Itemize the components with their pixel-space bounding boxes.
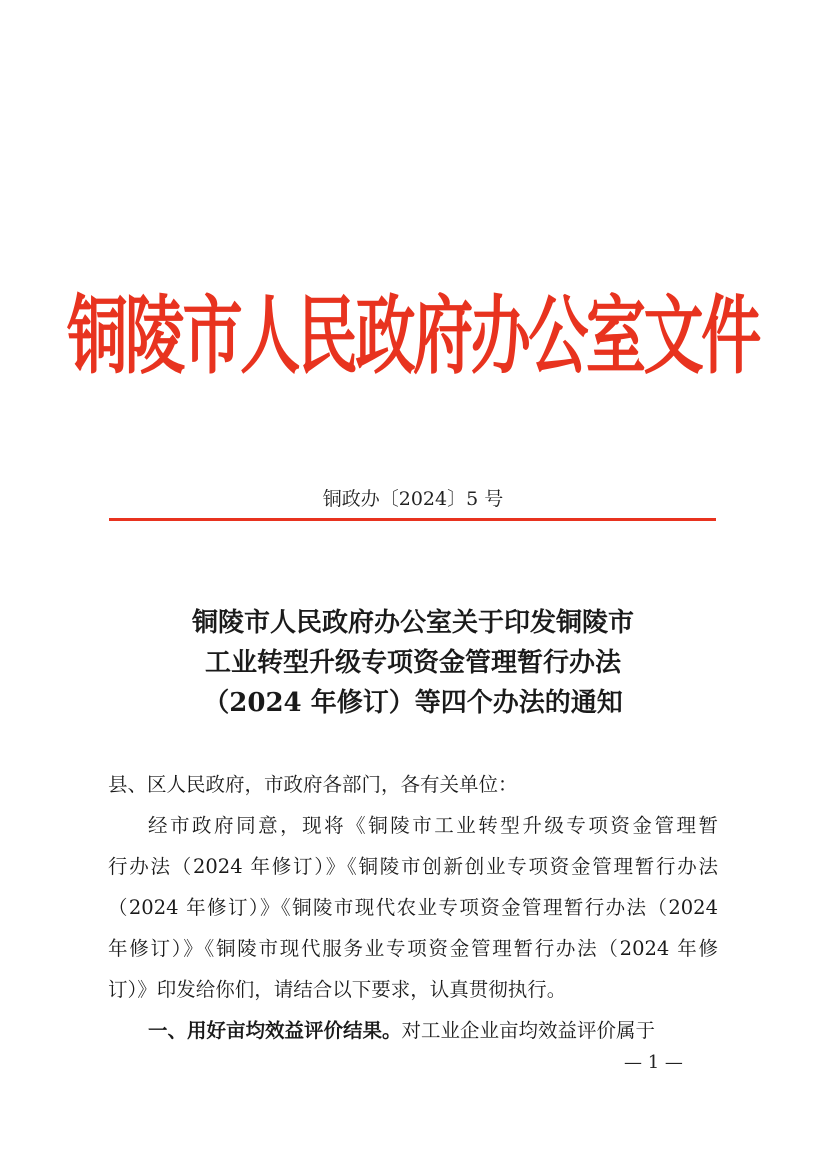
notice-body bbox=[108, 764, 718, 1051]
paragraph-line-2: 行办法（2024 年修订）》《铜陵市创新创业专项资金管理暂行办法 bbox=[108, 855, 718, 878]
title-line-2: 工业转型升级专项资金管理暂行办法 bbox=[204, 648, 621, 678]
section-text: 对工业企业亩均效益评价属于 bbox=[401, 1019, 656, 1042]
paragraph-line-3: （2024 年修订）》《铜陵市现代农业专项资金管理暂行办法（2024 bbox=[108, 896, 718, 919]
paragraph-line-1: 经市政府同意，现将《铜陵市工业转型升级专项资金管理暂 bbox=[148, 814, 718, 837]
title-line-3: （2024 年修订）等四个办法的通知 bbox=[203, 688, 623, 718]
red-divider-line bbox=[109, 518, 716, 521]
page-number: — 1 — bbox=[624, 1052, 683, 1073]
notice-title bbox=[0, 603, 826, 723]
salutation: 县、区人民政府，市政府各部门，各有关单位： bbox=[108, 773, 518, 796]
masthead-title: 铜陵市人民政府办公室文件 bbox=[67, 286, 759, 387]
document-number: 铜政办〔2024〕5 号 bbox=[322, 488, 504, 510]
section-heading: 一、用好亩均效益评价结果。 bbox=[148, 1019, 402, 1042]
paragraph-line-4: 年修订）》《铜陵市现代服务业专项资金管理暂行办法（2024 年修 bbox=[108, 937, 718, 960]
title-line-1: 铜陵市人民政府办公室关于印发铜陵市 bbox=[191, 608, 634, 638]
section-one bbox=[108, 1010, 718, 1051]
paragraph-line-5: 订）》印发给你们，请结合以下要求，认真贯彻执行。 bbox=[108, 978, 567, 1001]
